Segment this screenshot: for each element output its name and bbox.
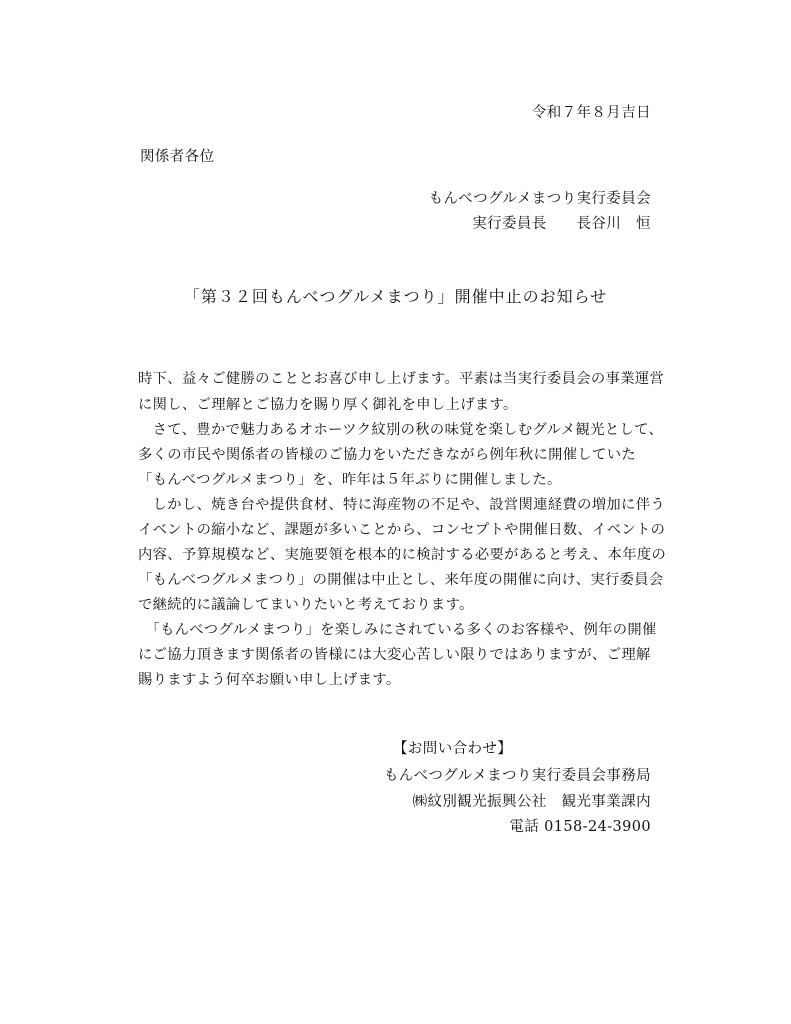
- body-line: 「もんべつグルメまつり」を、昨年は５年ぶりに開催しました。: [138, 472, 562, 488]
- body-line: 「もんべつグルメまつり」の開催は中止とし、来年度の開催に向け、実行委員会: [138, 572, 664, 588]
- contact-phone: 電話 0158-24-3900: [509, 819, 651, 835]
- sender-organization: もんべつグルメまつり実行委員会: [428, 191, 651, 207]
- addressee: 関係者各位: [140, 149, 215, 165]
- contact-heading: 【お問い合わせ】: [393, 741, 513, 757]
- body-line: しかし、焼き台や提供食材、特に海産物の不足や、設営関連経費の増加に伴う: [138, 497, 665, 513]
- body-line: 賜りますよう何卒お願い申し上げます。: [138, 672, 401, 688]
- body-line: 内容、予算規模など、実施要領を根本的に検討する必要があると考え、本年度の: [138, 547, 667, 563]
- notice-title: 「第３２回もんべつグルメまつり」開催中止のお知らせ: [183, 287, 608, 306]
- body-line: イベントの縮小など、課題が多いことから、コンセプトや開催日数、イベントの: [138, 522, 666, 538]
- body-line: 「もんべつグルメまつり」を楽しみにされている多くのお客様や、例年の開催: [138, 622, 657, 638]
- body-line: に関し、ご理解とご協力を賜り厚く御礼を申し上げます。: [138, 397, 518, 413]
- document-date: 令和７年８月吉日: [531, 105, 651, 121]
- body-line: にご協力頂きます関係者の皆様には大変心苦しい限りではありますが、ご理解: [138, 647, 651, 663]
- contact-office: もんべつグルメまつり実行委員会事務局: [383, 768, 651, 784]
- body-line: さて、豊かで魅力あるオホーツク紋別の秋の味覚を楽しむグルメ観光として、: [138, 422, 664, 438]
- body-line: 時下、益々ご健勝のこととお喜び申し上げます。平素は当実行委員会の事業運営: [138, 371, 665, 387]
- body-line: 多くの市民や関係者の皆様のご協力をいただきながら例年秋に開催していた: [138, 447, 636, 463]
- body-line: で継続的に議論してまいりたいと考えております。: [138, 597, 474, 613]
- contact-company: ㈱紋別観光振興公社 観光事業課内: [412, 794, 651, 810]
- sender-person: 実行委員長 長谷川 恒: [472, 216, 651, 232]
